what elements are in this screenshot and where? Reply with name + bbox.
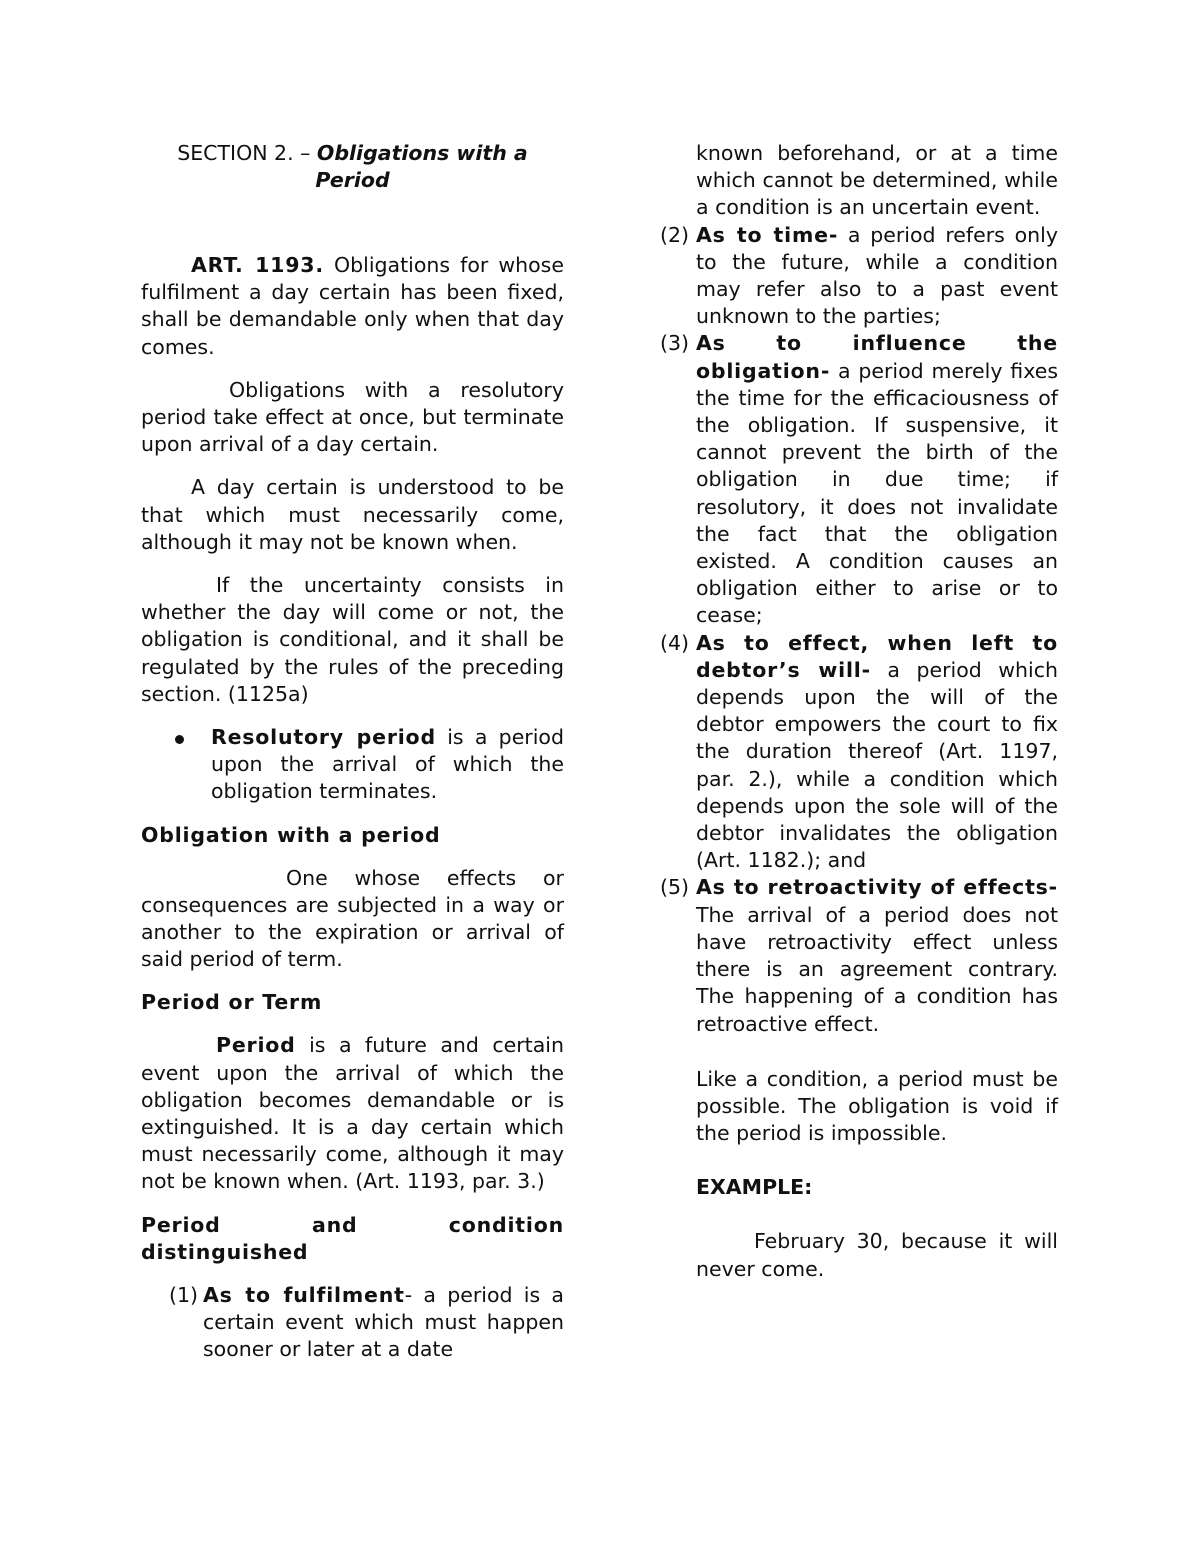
item-number: (4) [660,630,690,655]
heading-period-condition-distinguished: Period and condition distinguished [141,1212,564,1264]
item-label: As to time- [696,222,839,247]
section-title-italic: Obligations with a Period [315,141,528,192]
item-number: (2) [660,222,690,247]
article-label: ART. 1193. [191,253,324,277]
item-number: (1) [169,1282,199,1307]
item-number: (5) [660,875,690,900]
item-text: a period is a certain event which must happen sooner or later at a date [203,1282,564,1362]
distinction-item-1-continued: known beforehand, or at a time which cannot be determined, while a condition is an uncertain event. [696,141,1058,220]
heading-obligation-with-period: Obligation with a period [141,822,441,847]
distinction-item-4 [660,630,1058,875]
item-separator: - [404,1282,413,1307]
right-column [660,140,1058,1283]
distinction-item-5 [660,874,1058,1037]
article-paragraph-4: If the uncertainty consists in whether the day will come or not, the obligation is conditional, and it shall be regulated by the rules of the preceding section. (1125a) [141,573,564,706]
distinction-item-3 [660,330,1058,629]
article-text-1: Obligations for whose fulfilment a day certain has been fixed, shall be demandable only when that day comes. [141,253,564,359]
section-title [141,140,564,194]
item-label: As to influence the obligation- [696,331,1058,383]
distinction-item-2 [660,222,1058,331]
item-number: (3) [660,331,690,356]
article-paragraph-2: Obligations with a resolutory period take effect at once, but terminate upon arrival of a day certain. [141,377,564,457]
obligation-with-period-text: One whose effects or consequences are subjected in a way or another to the expiration or arrival of said period of term. [141,865,564,972]
item-text: a period which depends upon the will of the debtor empowers the court to fix the duration thereof (Art. 1197, par. 2.), while a condition which depends upon the sole will of the debtor invalidates the obligation (Art. 1182.); and [696,657,1058,873]
item-text: The arrival of a period does not have retroactivity effect unless there is an agreement contrary. The happening of a condition has retroactive effect. [696,902,1058,1036]
article-paragraph-3: A day certain is understood to be that which must necessarily come, although it may not be known when. [141,475,564,554]
item-text: a period merely fixes the time for the efficaciousness of the obligation. If suspensive, it cannot prevent the birth of the obligation in due time; if resolutory, it does not invalidate the fact that the obligation existed. A condition causes an obligation either to arise or to cease; [696,358,1058,628]
bullet-text: is a period upon the arrival of which the obligation terminates. [211,725,564,804]
bullet-icon [175,735,184,744]
item-label: As to fulfilment [203,1282,405,1307]
period-or-term-text [141,1032,564,1195]
bullet-term: Resolutory period [211,725,436,750]
section-title-prefix: SECTION 2. – [177,141,311,165]
item-text: a period refers only to the future, while a condition may refer also to a past event unknown to the parties; [696,222,1058,329]
like-condition-paragraph: Like a condition, a period must be possible. The obligation is void if the period is impossible. [696,1066,1058,1146]
left-column [141,140,564,1363]
example-heading: EXAMPLE: [696,1175,813,1200]
item-label: As to effect, when left to debtor’s will- [696,630,1058,682]
distinction-item-1 [141,1282,564,1364]
period-definition: is a future and certain event upon the arrival of which the obligation becomes demandable or is extinguished. It is a day certain which must necessarily come, although it may not be known when. (Art. 1193, par. 3.) [141,1033,564,1194]
heading-period-or-term: Period or Term [141,990,323,1015]
period-term: Period [216,1033,296,1058]
example-text: February 30, because it will never come. [696,1229,1058,1281]
item-label: As to retroactivity of effects- [696,875,1058,900]
resolutory-period-bullet [141,724,564,806]
article-paragraph-1 [141,252,564,361]
